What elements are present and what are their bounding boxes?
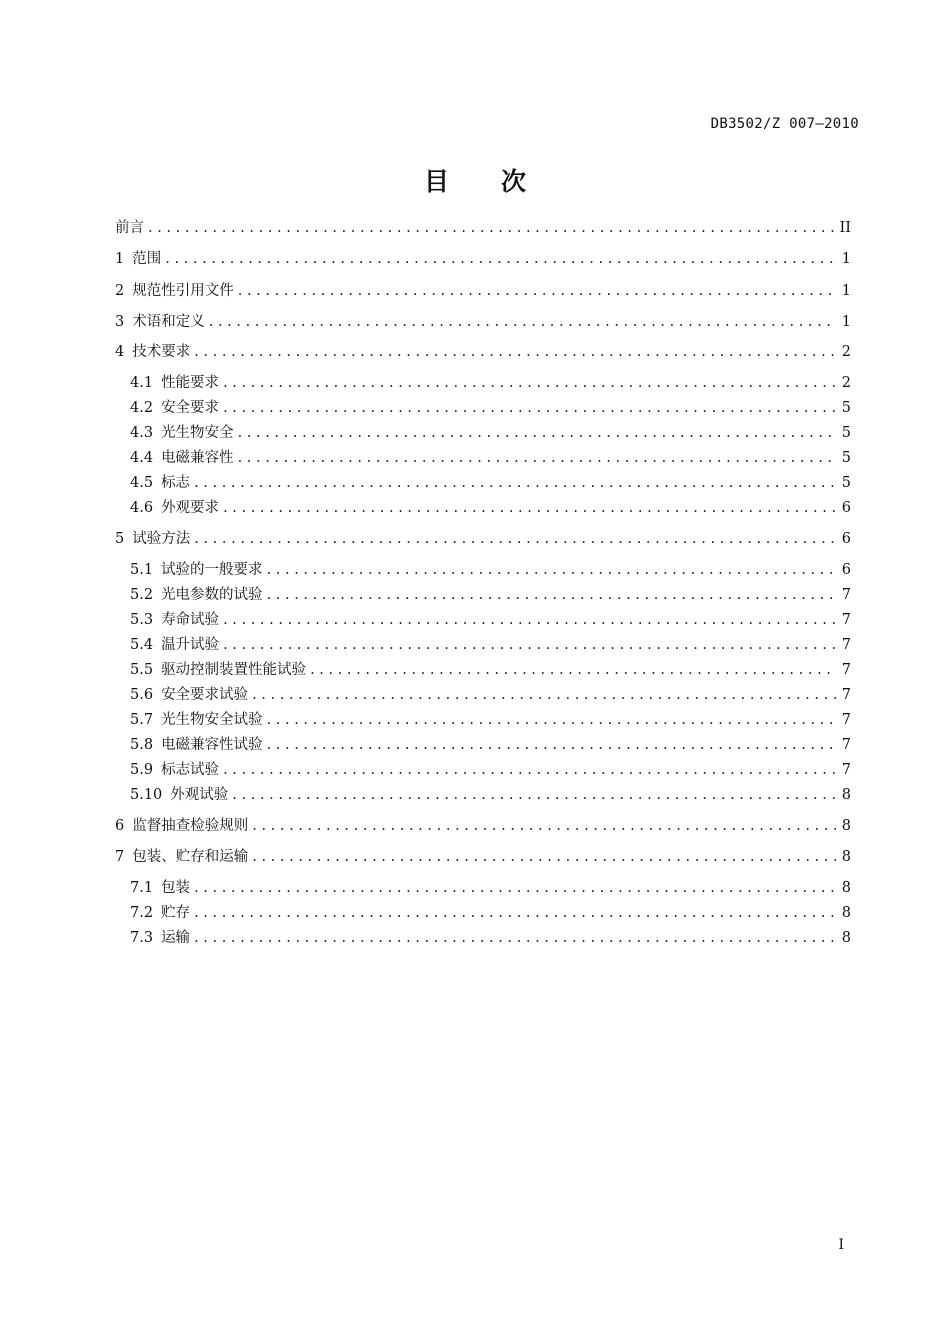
toc-entry-page: 5 bbox=[841, 450, 851, 466]
toc-entry-page: 8 bbox=[841, 880, 851, 896]
toc-entry-page: 6 bbox=[841, 531, 851, 547]
toc-entry-label: 术语和定义 bbox=[132, 314, 205, 330]
dot-leader bbox=[252, 847, 836, 867]
toc-entry-number: 1 bbox=[115, 251, 125, 267]
toc-entry-page: 7 bbox=[841, 637, 851, 653]
toc-entry-label: 电磁兼容性试验 bbox=[161, 737, 263, 753]
dot-leader bbox=[194, 529, 836, 549]
toc-entry-page: 7 bbox=[841, 612, 851, 628]
toc-entry-label: 电磁兼容性 bbox=[161, 450, 234, 466]
toc-entry[interactable] bbox=[130, 473, 851, 493]
dot-leader bbox=[238, 281, 836, 301]
dot-leader bbox=[223, 635, 836, 655]
toc-entry-number: 4.6 bbox=[130, 500, 154, 516]
toc-entry-page: 7 bbox=[841, 587, 851, 603]
toc-entry[interactable] bbox=[130, 660, 851, 680]
dot-leader bbox=[238, 423, 836, 443]
dot-leader bbox=[194, 342, 836, 362]
toc-entry-page: 8 bbox=[841, 787, 851, 803]
toc-entry-label: 包装、贮存和运输 bbox=[132, 849, 249, 865]
toc-entry-number: 4.3 bbox=[130, 425, 154, 441]
toc-entry-label: 包装 bbox=[161, 880, 191, 896]
toc-entry-number: 5.9 bbox=[130, 762, 154, 778]
toc-entry-number: 5.4 bbox=[130, 637, 154, 653]
toc-entry-number: 5.6 bbox=[130, 687, 154, 703]
toc-entry[interactable] bbox=[130, 610, 851, 630]
dot-leader bbox=[252, 816, 836, 836]
toc-entry[interactable] bbox=[115, 218, 851, 238]
dot-leader bbox=[223, 498, 836, 518]
toc-entry-label: 前言 bbox=[115, 220, 144, 236]
toc-entry-label: 贮存 bbox=[161, 905, 191, 921]
toc-entry-number: 4 bbox=[115, 344, 125, 360]
toc-entry[interactable] bbox=[130, 785, 851, 805]
document-code: DB3502/Z 007—2010 bbox=[710, 116, 859, 132]
toc-entry-label: 外观试验 bbox=[170, 787, 229, 803]
dot-leader bbox=[165, 249, 836, 269]
toc-entry[interactable] bbox=[130, 585, 851, 605]
dot-leader bbox=[223, 610, 836, 630]
toc-entry-page: 8 bbox=[841, 930, 851, 946]
dot-leader bbox=[194, 473, 836, 493]
toc-entry-label: 技术要求 bbox=[132, 344, 191, 360]
toc-entry-label: 安全要求试验 bbox=[161, 687, 249, 703]
dot-leader bbox=[148, 218, 834, 238]
toc-entry[interactable] bbox=[130, 498, 851, 518]
toc-entry[interactable] bbox=[130, 373, 851, 393]
dot-leader bbox=[267, 710, 836, 730]
toc-entry-page: 7 bbox=[841, 737, 851, 753]
toc-entry[interactable] bbox=[130, 423, 851, 443]
dot-leader bbox=[267, 585, 836, 605]
toc-entry-page: 6 bbox=[841, 500, 851, 516]
toc-entry-page: 6 bbox=[841, 562, 851, 578]
toc-entry[interactable] bbox=[130, 685, 851, 705]
dot-leader bbox=[223, 373, 836, 393]
toc-entry-number: 6 bbox=[115, 818, 125, 834]
toc-entry-number: 5.2 bbox=[130, 587, 154, 603]
toc-entry-number: 7.2 bbox=[130, 905, 154, 921]
toc-entry-number: 7 bbox=[115, 849, 125, 865]
toc-entry-page: 1 bbox=[841, 314, 851, 330]
toc-entry-page: 7 bbox=[841, 712, 851, 728]
dot-leader bbox=[194, 928, 836, 948]
dot-leader bbox=[223, 760, 836, 780]
dot-leader bbox=[252, 685, 836, 705]
toc-entry-label: 寿命试验 bbox=[161, 612, 220, 628]
toc-entry-number: 5.1 bbox=[130, 562, 154, 578]
toc-entry-label: 安全要求 bbox=[161, 400, 220, 416]
toc-entry-label: 温升试验 bbox=[161, 637, 220, 653]
toc-entry[interactable] bbox=[115, 312, 851, 332]
toc-entry-page: 8 bbox=[841, 849, 851, 865]
toc-entry[interactable] bbox=[115, 529, 851, 549]
toc-entry-label: 光生物安全 bbox=[161, 425, 234, 441]
dot-leader bbox=[267, 560, 836, 580]
dot-leader bbox=[209, 312, 836, 332]
toc-entry-label: 规范性引用文件 bbox=[132, 283, 234, 299]
dot-leader bbox=[194, 878, 836, 898]
dot-leader bbox=[223, 398, 836, 418]
toc-entry-number: 2 bbox=[115, 283, 125, 299]
page-number: I bbox=[838, 1237, 844, 1253]
toc-entry[interactable] bbox=[115, 249, 851, 269]
dot-leader bbox=[310, 660, 836, 680]
toc-title: 目次 bbox=[423, 167, 578, 196]
toc-entry-number: 4.1 bbox=[130, 375, 154, 391]
toc-entry-number: 3 bbox=[115, 314, 125, 330]
toc-entry-label: 范围 bbox=[132, 251, 162, 267]
toc-entry-page: 1 bbox=[841, 251, 851, 267]
toc-entry-number: 5.5 bbox=[130, 662, 154, 678]
toc-entry-page: 8 bbox=[841, 818, 851, 834]
toc-entry[interactable] bbox=[130, 928, 851, 948]
toc-entry-label: 标志试验 bbox=[161, 762, 220, 778]
toc-entry-number: 4.2 bbox=[130, 400, 154, 416]
toc-entry-label: 光电参数的试验 bbox=[161, 587, 263, 603]
toc-entry[interactable] bbox=[130, 560, 851, 580]
toc-entry-number: 5.10 bbox=[130, 787, 163, 803]
toc-entry-label: 外观要求 bbox=[161, 500, 220, 516]
toc-entry-label: 性能要求 bbox=[161, 375, 220, 391]
toc-entry[interactable] bbox=[115, 342, 851, 362]
toc-entry[interactable] bbox=[130, 635, 851, 655]
toc-entry-number: 5.3 bbox=[130, 612, 154, 628]
toc-entry-number: 5.7 bbox=[130, 712, 154, 728]
toc-entry-label: 光生物安全试验 bbox=[161, 712, 263, 728]
toc-entry[interactable] bbox=[115, 281, 851, 301]
toc-entry-number: 4.4 bbox=[130, 450, 154, 466]
toc-entry-page: 7 bbox=[841, 762, 851, 778]
toc-entry[interactable] bbox=[130, 735, 851, 755]
toc-entry-label: 运输 bbox=[161, 930, 191, 946]
toc-entry[interactable] bbox=[130, 710, 851, 730]
toc-entry-page: 7 bbox=[841, 662, 851, 678]
toc-entry-number: 4.5 bbox=[130, 475, 154, 491]
dot-leader bbox=[232, 785, 835, 805]
toc-entry-number: 5 bbox=[115, 531, 125, 547]
toc-entry-page: 5 bbox=[841, 475, 851, 491]
toc-entry-number: 7.1 bbox=[130, 880, 154, 896]
toc-entry-page: 5 bbox=[841, 425, 851, 441]
dot-leader bbox=[194, 903, 836, 923]
toc-entry-page: 5 bbox=[841, 400, 851, 416]
toc-entry[interactable] bbox=[130, 878, 851, 898]
toc-entry-page: 8 bbox=[841, 905, 851, 921]
toc-entry-number: 7.3 bbox=[130, 930, 154, 946]
toc-entry-page: II bbox=[839, 220, 851, 236]
toc-entry-page: 2 bbox=[841, 344, 851, 360]
toc-entry-page: 2 bbox=[841, 375, 851, 391]
toc-entry[interactable] bbox=[115, 847, 851, 867]
toc-entry-page: 7 bbox=[841, 687, 851, 703]
toc-entry[interactable] bbox=[130, 903, 851, 923]
toc-entry-label: 试验的一般要求 bbox=[161, 562, 263, 578]
toc-entry[interactable] bbox=[115, 816, 851, 836]
toc-entry-number: 5.8 bbox=[130, 737, 154, 753]
toc-entry-page: 1 bbox=[841, 283, 851, 299]
toc-entry[interactable] bbox=[130, 398, 851, 418]
toc-entry[interactable] bbox=[130, 760, 851, 780]
toc-entry-label: 试验方法 bbox=[132, 531, 191, 547]
dot-leader bbox=[238, 448, 836, 468]
dot-leader bbox=[267, 735, 836, 755]
toc-entry[interactable] bbox=[130, 448, 851, 468]
toc-entry-label: 标志 bbox=[161, 475, 191, 491]
toc-entry-label: 驱动控制装置性能试验 bbox=[161, 662, 307, 678]
toc-entry-label: 监督抽查检验规则 bbox=[132, 818, 249, 834]
